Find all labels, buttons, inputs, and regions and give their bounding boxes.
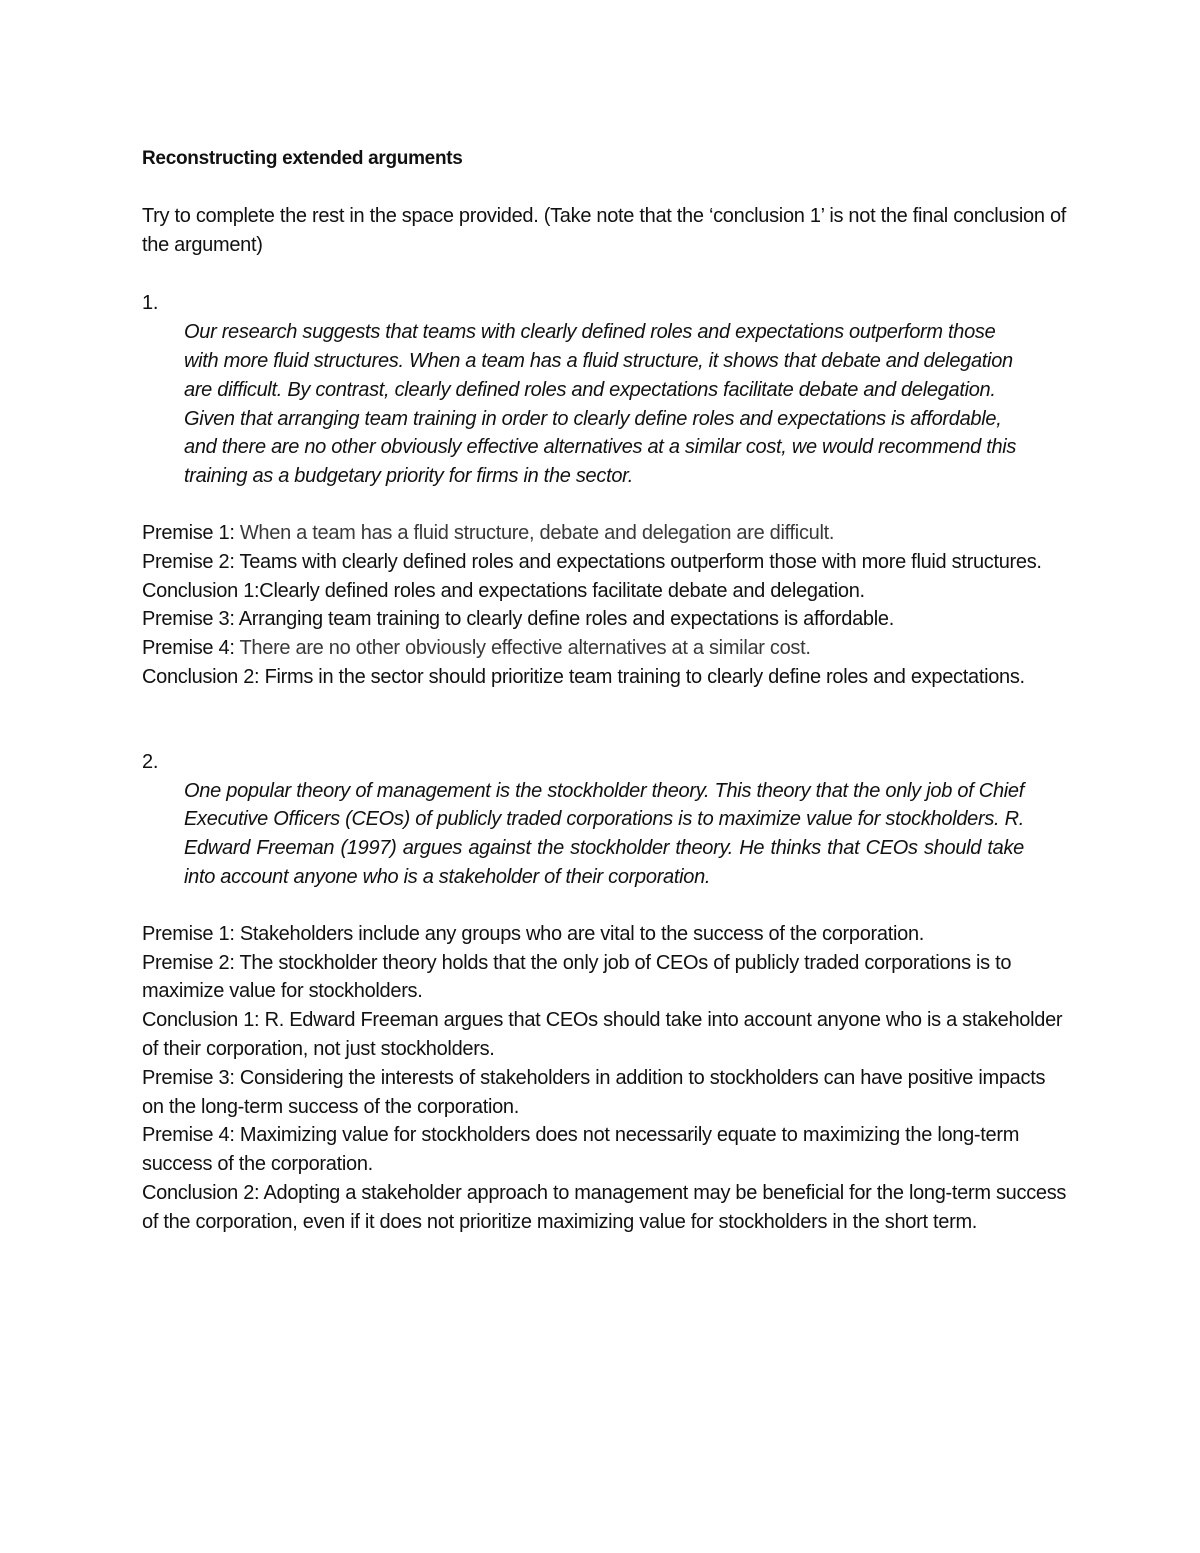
page-title: Reconstructing extended arguments xyxy=(142,148,463,169)
line-label: Premise 4: xyxy=(142,637,235,660)
section-1-conclusion-1 xyxy=(142,577,1072,606)
line-text: Maximizing value for stockholders does not necessarily equate to maximizing the long-term success of the corporation. xyxy=(142,1124,1020,1176)
line-label: Premise 3: xyxy=(142,608,235,631)
section-2-premise-2 xyxy=(142,949,1072,1007)
section-2-passage: One popular theory of management is the stockholder theory. This theory that the only job of Chief Executive Officers (CEOs) of publicly traded corporations is to maximize value for stockholders. R. Edward Freeman (1997) argues against the stockholder theory. He thinks that CEOs should take into account anyone who is a stakeholder of their corporation. xyxy=(184,779,1024,888)
section-1-conclusion-2 xyxy=(142,663,1072,692)
line-text: Firms in the sector should prioritize team training to clearly define roles and expectations. xyxy=(264,665,1025,688)
line-text: When a team has a fluid structure, debate and delegation are difficult. xyxy=(239,521,835,544)
line-label: Conclusion 1: xyxy=(142,1009,260,1032)
document-content xyxy=(142,145,1072,1237)
line-text: There are no other obviously effective alternatives at a similar cost. xyxy=(239,637,811,660)
section-2-conclusion-2 xyxy=(142,1179,1072,1237)
line-label: Premise 3: xyxy=(142,1066,235,1089)
section-1-premise-1 xyxy=(142,519,1072,548)
line-label: Premise 2: xyxy=(142,951,235,974)
line-text: Considering the interests of stakeholders in addition to stockholders can have positive impacts on the long-term success of the corporation. xyxy=(142,1066,1046,1118)
line-label: Premise 2: xyxy=(142,550,235,573)
section-1-number: 1. xyxy=(142,292,159,315)
section-2-premise-3 xyxy=(142,1064,1072,1122)
section-2-number: 2. xyxy=(142,750,159,773)
section-1-premise-3 xyxy=(142,605,1072,634)
line-text: Clearly defined roles and expectations facilitate debate and delegation. xyxy=(259,579,865,602)
section-2-conclusion-1 xyxy=(142,1006,1072,1064)
line-label: Conclusion 2: xyxy=(142,1181,260,1204)
line-text: Teams with clearly defined roles and expectations outperform those with more fluid structures. xyxy=(239,550,1042,573)
line-text: R. Edward Freeman argues that CEOs should take into account anyone who is a stakeholder of their corporation, not just stockholders. xyxy=(142,1009,1063,1060)
section-spacer xyxy=(142,720,1072,748)
line-label: Conclusion 1: xyxy=(142,579,260,602)
section-1-passage: Our research suggests that teams with clearly defined roles and expectations outperform those with more fluid structures. When a team has a fluid structure, it shows that debate and delegation are difficult. By contrast, clearly defined roles and expectations facilitate debate and delegation. Given that arranging team training in order to clearly define roles and expectations is affordable, and there are no other obviously effective alternatives at a similar cost, we would recommend this training as a budgetary priority for firms in the sector. xyxy=(184,321,1017,488)
line-text: Adopting a stakeholder approach to management may be beneficial for the long-term success of the corporation, even if it does not prioritize maximizing value for stockholders in the short term. xyxy=(142,1181,1067,1233)
section-1-premise-4 xyxy=(142,634,1072,663)
line-label: Premise 1: xyxy=(142,521,235,544)
line-text: Stakeholders include any groups who are vital to the success of the corporation. xyxy=(239,922,925,945)
section-2-premise-4 xyxy=(142,1121,1072,1179)
line-label: Premise 4: xyxy=(142,1124,235,1147)
line-label: Premise 1: xyxy=(142,922,235,945)
section-2-premise-1 xyxy=(142,920,1072,949)
line-text: Arranging team training to clearly define roles and expectations is affordable. xyxy=(238,608,894,631)
line-text: The stockholder theory holds that the only job of CEOs of publicly traded corporations is to maximize value for stockholders. xyxy=(142,951,1012,1003)
line-label: Conclusion 2: xyxy=(142,665,260,688)
section-spacer xyxy=(142,692,1072,720)
intro-instructions: Try to complete the rest in the space provided. (Take note that the ‘conclusion 1’ is not the final conclusion of the argument) xyxy=(142,204,1067,256)
section-1-premise-2 xyxy=(142,548,1072,577)
